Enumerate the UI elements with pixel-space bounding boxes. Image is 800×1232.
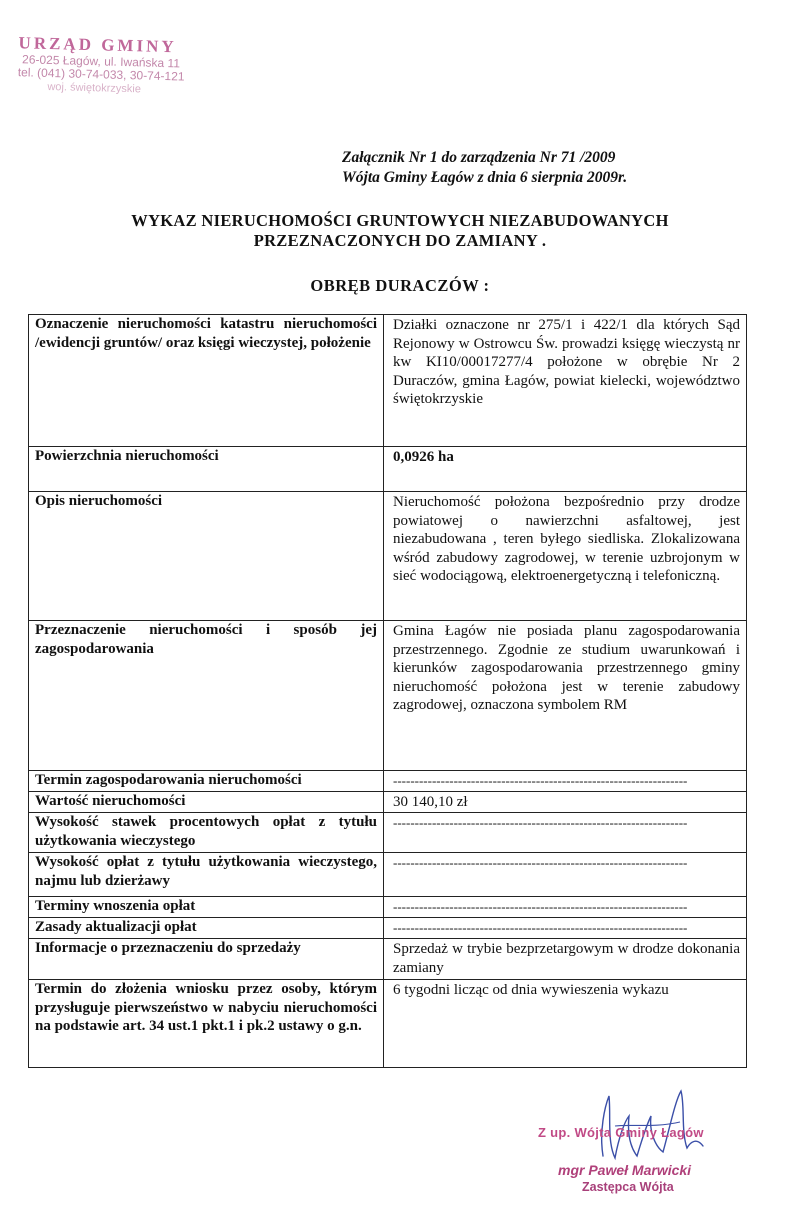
- heading-line-2: PRZEZNACZONYCH DO ZAMIANY .: [253, 231, 547, 250]
- heading-line-1: WYKAZ NIERUCHOMOŚCI GRUNTOWYCH NIEZABUDOWANYCH: [131, 211, 669, 230]
- signatory-role: Zastępca Wójta: [582, 1180, 674, 1194]
- table-row: [29, 771, 747, 792]
- row-value-designation: Działki oznaczone nr 275/1 i 422/1 dla których Sąd Rejonowy w Ostrowcu Św. prowadzi księgę wieczystą nr kw KI10/00017277/4 położone w obrębie Nr 2 Duraczów, gmina Łagów, powiat kielecki, województwo świętokrzyskie: [384, 315, 747, 447]
- stamp-region: woj. świętokrzyskie: [47, 81, 142, 96]
- property-table: [28, 314, 747, 1068]
- table-row: [29, 813, 747, 853]
- stamp-phone: tel. (041) 30-74-033, 30-74-121: [17, 65, 185, 84]
- row-label-development-term: Termin zagospodarowania nieruchomości: [29, 771, 384, 792]
- signatory-name: mgr Paweł Marwicki: [558, 1162, 692, 1178]
- table-row: [29, 792, 747, 813]
- signature-on-behalf: Z up. Wójta Gminy Łagów: [538, 1125, 704, 1140]
- row-value-sale-info: Sprzedaż w trybie bezprzetargowym w drodze dokonania zamiany: [384, 939, 747, 980]
- stamp-address: 26-025 Łagów, ul. Iwańska 11: [21, 51, 181, 70]
- row-value-area: 0,0926 ha: [384, 447, 747, 492]
- row-value-value: 30 140,10 zł: [384, 792, 747, 813]
- row-value-payment-terms: --------------------------------------------------------------------: [384, 897, 747, 918]
- row-label-application-deadline: Termin do złożenia wniosku przez osoby, którym przysługuje pierwszeństwo w nabyciu nieruchomości na podstawie art. 34 ust.1 pkt.1 i pk.2 ustawy o g.n.: [29, 980, 384, 1068]
- row-label-purpose: Przeznaczenie nieruchomości i sposób jej zagospodarowania: [29, 621, 384, 771]
- table-row: [29, 918, 747, 939]
- table-row: [29, 853, 747, 897]
- row-value-application-deadline: 6 tygodni licząc od dnia wywieszenia wykazu: [384, 980, 747, 1068]
- table-row: [29, 897, 747, 918]
- signature-stamp: [530, 1125, 760, 1194]
- table-row: [29, 939, 747, 980]
- row-value-fee-update-rules: --------------------------------------------------------------------: [384, 918, 747, 939]
- row-label-sale-info: Informacje o przeznaczeniu do sprzedaży: [29, 939, 384, 980]
- row-label-value: Wartość nieruchomości: [29, 792, 384, 813]
- row-label-description: Opis nieruchomości: [29, 492, 384, 621]
- row-label-fees: Wysokość opłat z tytułu użytkowania wieczystego, najmu lub dzierżawy: [29, 853, 384, 897]
- table-row: [29, 492, 747, 621]
- annex-reference: [342, 148, 742, 188]
- row-label-area: Powierzchnia nieruchomości: [29, 447, 384, 492]
- table-row: [29, 980, 747, 1068]
- row-value-fee-rates: --------------------------------------------------------------------: [384, 813, 747, 853]
- annex-line-2: Wójta Gminy Łagów z dnia 6 sierpnia 2009r.: [342, 169, 628, 186]
- row-label-fee-rates: Wysokość stawek procentowych opłat z tytułu użytkowania wieczystego: [29, 813, 384, 853]
- document-heading: [30, 211, 770, 251]
- row-label-payment-terms: Terminy wnoszenia opłat: [29, 897, 384, 918]
- stamp-title: URZĄD GMINY: [18, 33, 177, 57]
- row-value-fees: --------------------------------------------------------------------: [384, 853, 747, 897]
- row-value-description: Nieruchomość położona bezpośrednio przy drodze powiatowej o nawierzchni asfaltowej, jest niezabudowana , teren byłego siedliska. Zlokalizowana wśród zabudowy zagrodowej, w terenie uzbrojonym w sieć wodociągową, elektroenergetyczną i telefoniczną.: [384, 492, 747, 621]
- table-row: [29, 315, 747, 447]
- annex-line-1: Załącznik Nr 1 do zarządzenia Nr 71 /2009: [342, 149, 616, 166]
- office-stamp: [17, 33, 233, 98]
- row-label-designation: Oznaczenie nieruchomości katastru nieruchomości /ewidencji gruntów/ oraz księgi wieczystej, położenie: [29, 315, 384, 447]
- row-label-fee-update-rules: Zasady aktualizacji opłat: [29, 918, 384, 939]
- table-row: [29, 447, 747, 492]
- table-row: [29, 621, 747, 771]
- precinct-heading: OBRĘB DURACZÓW :: [310, 276, 490, 295]
- row-value-development-term: --------------------------------------------------------------------: [384, 771, 747, 792]
- row-value-purpose: Gmina Łagów nie posiada planu zagospodarowania przestrzennego. Zgodnie ze studium uwarunkowań i kierunków zagospodarowania przestrzennego gminy nieruchomość położona jest w terenie zabudowy zagrodowej, oznaczona symbolem RM: [384, 621, 747, 771]
